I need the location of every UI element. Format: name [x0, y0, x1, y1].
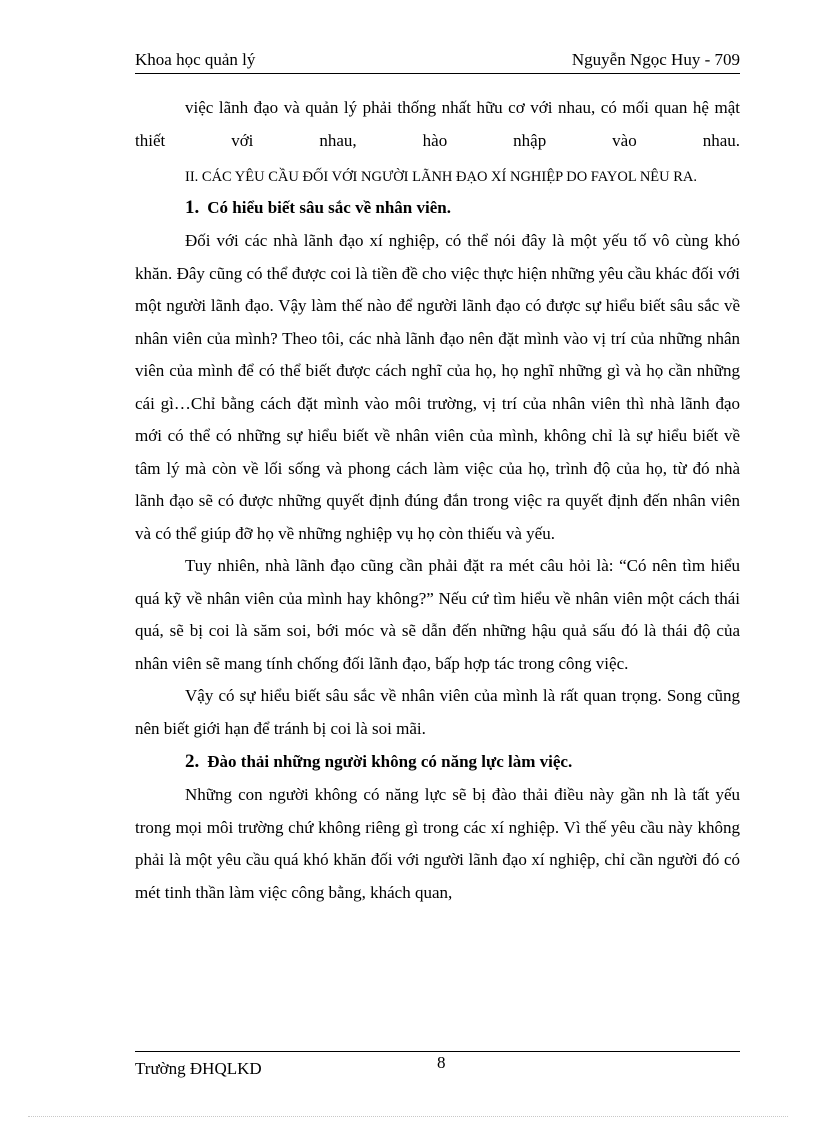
- paragraph-1: Đối với các nhà lãnh đạo xí nghiệp, có thể nói đây là một yếu tố vô cùng khó khăn. Đây cũng có thể được coi là tiền đề cho việc thực hiện những yêu cầu khác đối với một người lãnh đạo. Vậy làm thế nào để người lãnh đạo có được sự hiểu biết sâu sắc về nhân viên của mình? Theo tôi, các nhà lãnh đạo nên đặt mình vào vị trí của những nhân viên của mình để có thể biết được cách nghĩ của họ, họ nghĩ những gì và họ cần những cái gì…Chỉ bằng cách đặt mình vào môi trường, vị trí của nhân viên thì nhà lãnh đạo mới có thể có những sự hiểu biết về nhân viên của mình, không chỉ là sự hiểu biết về tâm lý mà còn về lối sống và phong cách làm việc của họ, trình độ của họ, từ đó nhà lãnh đạo sẽ có được những quyết định đúng đắn trong việc ra quyết định đến nhân viên và có thể giúp đỡ họ về những nghiệp vụ họ còn thiếu và yếu.: [135, 231, 740, 543]
- subheading-2: [135, 745, 740, 779]
- section-heading: II. CÁC YÊU CẦU ĐỐI VỚI NGƯỜI LÃNH ĐẠO XÍ NGHIỆP DO FAYOL NÊU RA.: [185, 169, 698, 185]
- paragraph-4: Những con người không có năng lực sẽ bị đào thải điều này gần nh là tất yếu trong mọi môi trường chứ không riêng gì trong các xí nghiệp. Vì thế yêu cầu này không phải là một yêu cầu quá khó khăn đối với người lãnh đạo xí nghiệp, chỉ cần người đó có mét tinh thần làm việc công bằng, khách quan,: [135, 785, 740, 902]
- paragraph-3: Vậy có sự hiểu biết sâu sắc về nhân viên của mình là rất quan trọng. Song cũng nên biết giới hạn để tránh bị coi là soi mãi.: [135, 686, 740, 738]
- header-course: Khoa học quản lý: [135, 50, 256, 69]
- subheading-1: [135, 191, 740, 225]
- footer-school: Trường ĐHQLKD: [135, 1059, 262, 1078]
- page-footer: [135, 1051, 740, 1078]
- page-header: [135, 49, 740, 74]
- paragraph-intro: việc lãnh đạo và quản lý phải thống nhất hữu cơ với nhau, có mối quan hệ mật thiết với nhau, hào nhập vào nhau.: [135, 98, 740, 150]
- subheading-2-text: Đào thải những người không có năng lực làm việc.: [207, 752, 573, 771]
- page-number: 8: [437, 1053, 446, 1072]
- header-author: Nguyễn Ngọc Huy - 709: [571, 50, 740, 69]
- paragraph-2: Tuy nhiên, nhà lãnh đạo cũng cần phải đặt ra mét câu hỏi là: “Có nên tìm hiểu quá kỹ về nhân viên của mình hay không?” Nếu cứ tìm hiểu về nhân viên một cách thái quá, sẽ bị coi là săm soi, bới móc và sẽ dẫn đến những hậu quả sấu đó là thái độ của nhân viên sẽ mang tính chống đối lãnh đạo, bấp hợp tác trong công việc.: [135, 556, 740, 673]
- subheading-2-number: 2.: [185, 751, 200, 772]
- subheading-1-number: 1.: [185, 197, 200, 218]
- subheading-1-text: Có hiểu biết sâu sắc về nhân viên.: [207, 198, 451, 217]
- page-body: [135, 92, 740, 909]
- page-edge-divider: [28, 1116, 788, 1117]
